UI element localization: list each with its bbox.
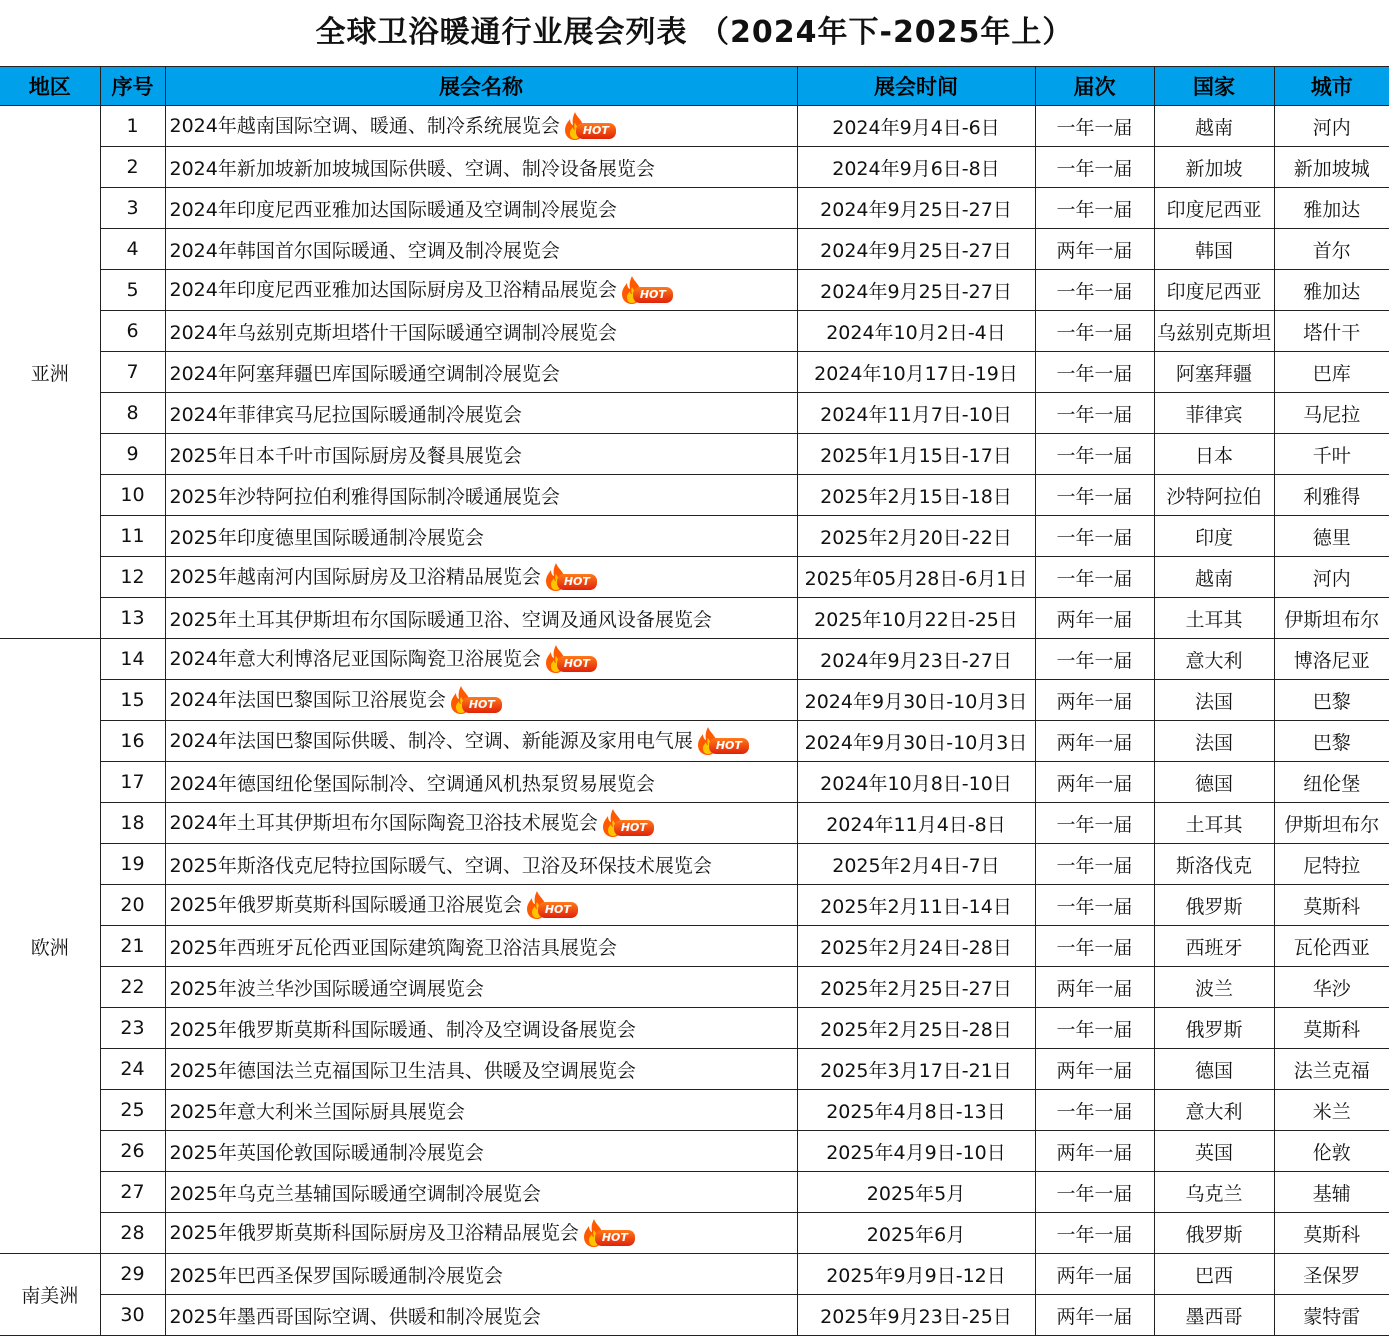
date-cell: 2024年9月4日-6日 [797, 106, 1035, 147]
table-row [0, 434, 1389, 475]
table-row [0, 680, 1389, 721]
exhibition-name: 2025年日本千叶市国际厨房及餐具展览会 [169, 444, 522, 467]
exhibition-name: 2024年印度尼西亚雅加达国际厨房及卫浴精品展览会 [169, 278, 617, 301]
table-row [0, 1090, 1389, 1131]
exhibition-name: 2025年斯洛伐克尼特拉国际暖气、空调、卫浴及环保技术展览会 [169, 854, 712, 877]
cycle-cell: 一年一届 [1035, 1213, 1154, 1254]
exhibition-name: 2024年乌兹别克斯坦塔什干国际暖通空调制冷展览会 [169, 321, 617, 344]
exhibition-name-cell [165, 1254, 797, 1295]
number-cell: 13 [100, 598, 165, 639]
exhibition-name-cell [165, 106, 797, 147]
number-cell: 21 [100, 926, 165, 967]
exhibition-name: 2024年阿塞拜疆巴库国际暖通空调制冷展览会 [169, 362, 560, 385]
date-cell: 2024年11月7日-10日 [797, 393, 1035, 434]
cycle-cell: 一年一届 [1035, 434, 1154, 475]
city-cell: 新加坡城 [1274, 147, 1389, 188]
exhibition-name-cell [165, 680, 797, 721]
cycle-cell: 两年一届 [1035, 762, 1154, 803]
table-row [0, 762, 1389, 803]
date-cell: 2025年2月15日-18日 [797, 475, 1035, 516]
number-cell: 28 [100, 1213, 165, 1254]
number-cell: 24 [100, 1049, 165, 1090]
number-cell: 11 [100, 516, 165, 557]
exhibition-name-cell [165, 1090, 797, 1131]
date-cell: 2025年1月15日-17日 [797, 434, 1035, 475]
exhibition-name-cell [165, 967, 797, 1008]
date-cell: 2024年9月25日-27日 [797, 229, 1035, 270]
exhibition-name: 2025年土耳其伊斯坦布尔国际暖通卫浴、空调及通风设备展览会 [169, 608, 712, 631]
date-cell: 2024年9月23日-27日 [797, 639, 1035, 680]
exhibition-name-cell [165, 721, 797, 762]
cycle-cell: 一年一届 [1035, 516, 1154, 557]
country-cell: 印度 [1154, 516, 1274, 557]
number-cell: 9 [100, 434, 165, 475]
city-cell: 雅加达 [1274, 270, 1389, 311]
date-cell: 2025年3月17日-21日 [797, 1049, 1035, 1090]
header-exhibition-date[interactable]: 展会时间 [797, 67, 1035, 106]
table-row [0, 516, 1389, 557]
country-cell: 西班牙 [1154, 926, 1274, 967]
city-cell: 尼特拉 [1274, 844, 1389, 885]
date-cell: 2025年2月25日-27日 [797, 967, 1035, 1008]
city-cell: 莫斯科 [1274, 1213, 1389, 1254]
table-row [0, 885, 1389, 926]
cycle-cell: 两年一届 [1035, 1131, 1154, 1172]
table-row [0, 106, 1389, 147]
cycle-cell: 一年一届 [1035, 885, 1154, 926]
exhibition-name-cell [165, 598, 797, 639]
number-cell: 8 [100, 393, 165, 434]
city-cell: 巴库 [1274, 352, 1389, 393]
table-row [0, 475, 1389, 516]
cycle-cell: 两年一届 [1035, 1295, 1154, 1336]
exhibition-name: 2024年新加坡新加坡城国际供暖、空调、制冷设备展览会 [169, 157, 655, 180]
country-cell: 巴西 [1154, 1254, 1274, 1295]
hot-badge-icon [448, 685, 504, 715]
city-cell: 马尼拉 [1274, 393, 1389, 434]
country-cell: 俄罗斯 [1154, 1008, 1274, 1049]
hot-label: HOT [557, 656, 597, 672]
number-cell: 16 [100, 721, 165, 762]
exhibition-name: 2025年西班牙瓦伦西亚国际建筑陶瓷卫浴洁具展览会 [169, 936, 617, 959]
country-cell: 越南 [1154, 106, 1274, 147]
header-country[interactable]: 国家 [1154, 67, 1274, 106]
city-cell: 塔什干 [1274, 311, 1389, 352]
table-row [0, 1295, 1389, 1336]
table-row [0, 639, 1389, 680]
date-cell: 2025年2月4日-7日 [797, 844, 1035, 885]
cycle-cell: 一年一届 [1035, 1090, 1154, 1131]
exhibition-name: 2024年越南国际空调、暖通、制冷系统展览会 [169, 114, 560, 137]
date-cell: 2024年9月6日-8日 [797, 147, 1035, 188]
hot-badge-icon [600, 808, 656, 838]
cycle-cell: 一年一届 [1035, 639, 1154, 680]
country-cell: 乌克兰 [1154, 1172, 1274, 1213]
cycle-cell: 一年一届 [1035, 803, 1154, 844]
country-cell: 越南 [1154, 557, 1274, 598]
cycle-cell: 一年一届 [1035, 147, 1154, 188]
country-cell: 意大利 [1154, 1090, 1274, 1131]
date-cell: 2024年9月30日-10月3日 [797, 680, 1035, 721]
cycle-cell: 一年一届 [1035, 352, 1154, 393]
date-cell: 2024年10月17日-19日 [797, 352, 1035, 393]
date-cell: 2024年9月25日-27日 [797, 188, 1035, 229]
city-cell: 蒙特雷 [1274, 1295, 1389, 1336]
number-cell: 4 [100, 229, 165, 270]
table-row [0, 1049, 1389, 1090]
exhibition-name: 2025年乌克兰基辅国际暖通空调制冷展览会 [169, 1182, 541, 1205]
table-header-row [0, 67, 1389, 106]
date-cell: 2025年6月 [797, 1213, 1035, 1254]
exhibition-name-cell [165, 557, 797, 598]
hot-label: HOT [557, 574, 597, 590]
table-row [0, 1213, 1389, 1254]
hot-badge-icon [543, 644, 599, 674]
region-cell: 亚洲 [0, 106, 100, 639]
exhibition-name: 2024年印度尼西亚雅加达国际暖通及空调制冷展览会 [169, 198, 617, 221]
number-cell: 29 [100, 1254, 165, 1295]
cycle-cell: 一年一届 [1035, 270, 1154, 311]
region-cell: 南美洲 [0, 1254, 100, 1336]
city-cell: 伦敦 [1274, 1131, 1389, 1172]
country-cell: 意大利 [1154, 639, 1274, 680]
exhibition-name-cell [165, 270, 797, 311]
cycle-cell: 一年一届 [1035, 926, 1154, 967]
hot-label: HOT [538, 902, 578, 918]
exhibition-name-cell [165, 1172, 797, 1213]
date-cell: 2024年10月8日-10日 [797, 762, 1035, 803]
exhibition-name-cell [165, 803, 797, 844]
hot-badge-icon [581, 1218, 637, 1248]
exhibition-name: 2025年德国法兰克福国际卫生洁具、供暖及空调展览会 [169, 1059, 636, 1082]
cycle-cell: 一年一届 [1035, 188, 1154, 229]
exhibition-name-cell [165, 393, 797, 434]
country-cell: 墨西哥 [1154, 1295, 1274, 1336]
number-cell: 1 [100, 106, 165, 147]
cycle-cell: 两年一届 [1035, 229, 1154, 270]
hot-badge-icon [619, 275, 675, 305]
table-row [0, 1131, 1389, 1172]
number-cell: 26 [100, 1131, 165, 1172]
number-cell: 27 [100, 1172, 165, 1213]
header-cycle[interactable]: 届次 [1035, 67, 1154, 106]
exhibition-name: 2024年意大利博洛尼亚国际陶瓷卫浴展览会 [169, 647, 541, 670]
hot-label: HOT [633, 287, 673, 303]
exhibition-name-cell [165, 1295, 797, 1336]
date-cell: 2025年4月8日-13日 [797, 1090, 1035, 1131]
number-cell: 10 [100, 475, 165, 516]
number-cell: 25 [100, 1090, 165, 1131]
exhibition-name-cell [165, 475, 797, 516]
table-row [0, 803, 1389, 844]
hot-label: HOT [595, 1230, 635, 1246]
country-cell: 土耳其 [1154, 598, 1274, 639]
hot-badge-icon [524, 890, 580, 920]
date-cell: 2025年2月24日-28日 [797, 926, 1035, 967]
date-cell: 2025年9月9日-12日 [797, 1254, 1035, 1295]
table-row [0, 557, 1389, 598]
hot-label: HOT [462, 697, 502, 713]
table-body [0, 106, 1389, 1336]
table-row [0, 926, 1389, 967]
city-cell: 米兰 [1274, 1090, 1389, 1131]
number-cell: 14 [100, 639, 165, 680]
table-row [0, 598, 1389, 639]
country-cell: 新加坡 [1154, 147, 1274, 188]
table-row [0, 1172, 1389, 1213]
exhibition-name: 2024年德国纽伦堡国际制冷、空调通风机热泵贸易展览会 [169, 772, 655, 795]
country-cell: 斯洛伐克 [1154, 844, 1274, 885]
exhibition-name-cell [165, 885, 797, 926]
city-cell: 河内 [1274, 557, 1389, 598]
date-cell: 2025年2月25日-28日 [797, 1008, 1035, 1049]
exhibition-name-cell [165, 639, 797, 680]
header-city[interactable]: 城市 [1274, 67, 1389, 106]
city-cell: 伊斯坦布尔 [1274, 598, 1389, 639]
table-row [0, 188, 1389, 229]
exhibition-name-cell [165, 926, 797, 967]
exhibition-name: 2025年俄罗斯莫斯科国际暖通、制冷及空调设备展览会 [169, 1018, 636, 1041]
country-cell: 英国 [1154, 1131, 1274, 1172]
exhibition-name-cell [165, 229, 797, 270]
city-cell: 圣保罗 [1274, 1254, 1389, 1295]
city-cell: 雅加达 [1274, 188, 1389, 229]
country-cell: 乌兹别克斯坦 [1154, 311, 1274, 352]
city-cell: 巴黎 [1274, 680, 1389, 721]
exhibition-name: 2025年沙特阿拉伯利雅得国际制冷暖通展览会 [169, 485, 560, 508]
table-row [0, 229, 1389, 270]
exhibition-name: 2024年法国巴黎国际卫浴展览会 [169, 688, 446, 711]
number-cell: 7 [100, 352, 165, 393]
exhibition-name: 2025年波兰华沙国际暖通空调展览会 [169, 977, 484, 1000]
date-cell: 2025年10月22日-25日 [797, 598, 1035, 639]
cycle-cell: 一年一届 [1035, 844, 1154, 885]
cycle-cell: 两年一届 [1035, 680, 1154, 721]
city-cell: 首尔 [1274, 229, 1389, 270]
number-cell: 17 [100, 762, 165, 803]
city-cell: 莫斯科 [1274, 1008, 1389, 1049]
cycle-cell: 两年一届 [1035, 1049, 1154, 1090]
hot-badge-icon [543, 562, 599, 592]
exhibition-name: 2025年意大利米兰国际厨具展览会 [169, 1100, 465, 1123]
cycle-cell: 一年一届 [1035, 1008, 1154, 1049]
exhibition-name-cell [165, 352, 797, 393]
table-row [0, 1008, 1389, 1049]
date-cell: 2024年11月4日-8日 [797, 803, 1035, 844]
country-cell: 土耳其 [1154, 803, 1274, 844]
country-cell: 波兰 [1154, 967, 1274, 1008]
exhibition-name-cell [165, 516, 797, 557]
country-cell: 俄罗斯 [1154, 885, 1274, 926]
exhibition-name-cell [165, 147, 797, 188]
date-cell: 2025年2月20日-22日 [797, 516, 1035, 557]
city-cell: 德里 [1274, 516, 1389, 557]
country-cell: 菲律宾 [1154, 393, 1274, 434]
date-cell: 2024年10月2日-4日 [797, 311, 1035, 352]
cycle-cell: 一年一届 [1035, 106, 1154, 147]
number-cell: 5 [100, 270, 165, 311]
number-cell: 19 [100, 844, 165, 885]
country-cell: 印度尼西亚 [1154, 188, 1274, 229]
cycle-cell: 一年一届 [1035, 1172, 1154, 1213]
number-cell: 20 [100, 885, 165, 926]
country-cell: 德国 [1154, 1049, 1274, 1090]
city-cell: 华沙 [1274, 967, 1389, 1008]
date-cell: 2025年9月23日-25日 [797, 1295, 1035, 1336]
header-number[interactable]: 序号 [100, 67, 165, 106]
date-cell: 2025年5月 [797, 1172, 1035, 1213]
country-cell: 印度尼西亚 [1154, 270, 1274, 311]
city-cell: 河内 [1274, 106, 1389, 147]
number-cell: 3 [100, 188, 165, 229]
exhibition-name: 2025年墨西哥国际空调、供暖和制冷展览会 [169, 1305, 541, 1328]
number-cell: 30 [100, 1295, 165, 1336]
exhibition-name-cell [165, 1049, 797, 1090]
exhibition-name: 2025年印度德里国际暖通制冷展览会 [169, 526, 484, 549]
country-cell: 法国 [1154, 721, 1274, 762]
table-row [0, 270, 1389, 311]
cycle-cell: 一年一届 [1035, 475, 1154, 516]
exhibition-name-cell [165, 1213, 797, 1254]
cycle-cell: 一年一届 [1035, 393, 1154, 434]
exhibition-name-cell [165, 844, 797, 885]
number-cell: 18 [100, 803, 165, 844]
city-cell: 巴黎 [1274, 721, 1389, 762]
country-cell: 韩国 [1154, 229, 1274, 270]
hot-badge-icon [562, 111, 618, 141]
country-cell: 德国 [1154, 762, 1274, 803]
page-title: 全球卫浴暖通行业展会列表 （2024年下-2025年上） [315, 15, 1074, 50]
header-exhibition-name[interactable]: 展会名称 [165, 67, 797, 106]
table-row [0, 967, 1389, 1008]
city-cell: 基辅 [1274, 1172, 1389, 1213]
cycle-cell: 一年一届 [1035, 557, 1154, 598]
city-cell: 莫斯科 [1274, 885, 1389, 926]
exhibition-name: 2024年韩国首尔国际暖通、空调及制冷展览会 [169, 239, 560, 262]
number-cell: 12 [100, 557, 165, 598]
exhibition-name: 2025年英国伦敦国际暖通制冷展览会 [169, 1141, 484, 1164]
table-row [0, 147, 1389, 188]
table-row [0, 352, 1389, 393]
date-cell: 2024年9月25日-27日 [797, 270, 1035, 311]
date-cell: 2025年2月11日-14日 [797, 885, 1035, 926]
exhibition-name-cell [165, 1008, 797, 1049]
date-cell: 2025年4月9日-10日 [797, 1131, 1035, 1172]
exhibition-table [0, 66, 1389, 1336]
hot-label: HOT [614, 820, 654, 836]
number-cell: 15 [100, 680, 165, 721]
cycle-cell: 两年一届 [1035, 1254, 1154, 1295]
exhibition-name: 2024年法国巴黎国际供暖、制冷、空调、新能源及家用电气展 [169, 729, 693, 752]
hot-label: HOT [709, 738, 749, 754]
country-cell: 阿塞拜疆 [1154, 352, 1274, 393]
cycle-cell: 两年一届 [1035, 721, 1154, 762]
exhibition-name: 2025年俄罗斯莫斯科国际暖通卫浴展览会 [169, 893, 522, 916]
exhibition-name: 2024年菲律宾马尼拉国际暖通制冷展览会 [169, 403, 522, 426]
date-cell: 2024年9月30日-10月3日 [797, 721, 1035, 762]
exhibition-name-cell [165, 188, 797, 229]
exhibition-name-cell [165, 434, 797, 475]
header-region[interactable]: 地区 [0, 67, 100, 106]
cycle-cell: 一年一届 [1035, 311, 1154, 352]
region-cell: 欧洲 [0, 639, 100, 1254]
exhibition-name: 2025年巴西圣保罗国际暖通制冷展览会 [169, 1264, 503, 1287]
number-cell: 6 [100, 311, 165, 352]
exhibition-name: 2025年俄罗斯莫斯科国际厨房及卫浴精品展览会 [169, 1221, 579, 1244]
number-cell: 23 [100, 1008, 165, 1049]
city-cell: 博洛尼亚 [1274, 639, 1389, 680]
city-cell: 纽伦堡 [1274, 762, 1389, 803]
city-cell: 千叶 [1274, 434, 1389, 475]
city-cell: 利雅得 [1274, 475, 1389, 516]
exhibition-name: 2025年越南河内国际厨房及卫浴精品展览会 [169, 565, 541, 588]
exhibition-name-cell [165, 1131, 797, 1172]
city-cell: 瓦伦西亚 [1274, 926, 1389, 967]
exhibition-name-cell [165, 311, 797, 352]
date-cell: 2025年05月28日-6月1日 [797, 557, 1035, 598]
hot-badge-icon [695, 726, 751, 756]
cycle-cell: 两年一届 [1035, 598, 1154, 639]
country-cell: 法国 [1154, 680, 1274, 721]
exhibition-name: 2024年土耳其伊斯坦布尔国际陶瓷卫浴技术展览会 [169, 811, 598, 834]
table-row [0, 844, 1389, 885]
city-cell: 法兰克福 [1274, 1049, 1389, 1090]
number-cell: 22 [100, 967, 165, 1008]
table-row [0, 393, 1389, 434]
country-cell: 沙特阿拉伯 [1154, 475, 1274, 516]
country-cell: 日本 [1154, 434, 1274, 475]
table-row [0, 311, 1389, 352]
city-cell: 伊斯坦布尔 [1274, 803, 1389, 844]
exhibition-name-cell [165, 762, 797, 803]
table-row [0, 721, 1389, 762]
number-cell: 2 [100, 147, 165, 188]
cycle-cell: 两年一届 [1035, 967, 1154, 1008]
country-cell: 俄罗斯 [1154, 1213, 1274, 1254]
table-row [0, 1254, 1389, 1295]
hot-label: HOT [576, 123, 616, 139]
